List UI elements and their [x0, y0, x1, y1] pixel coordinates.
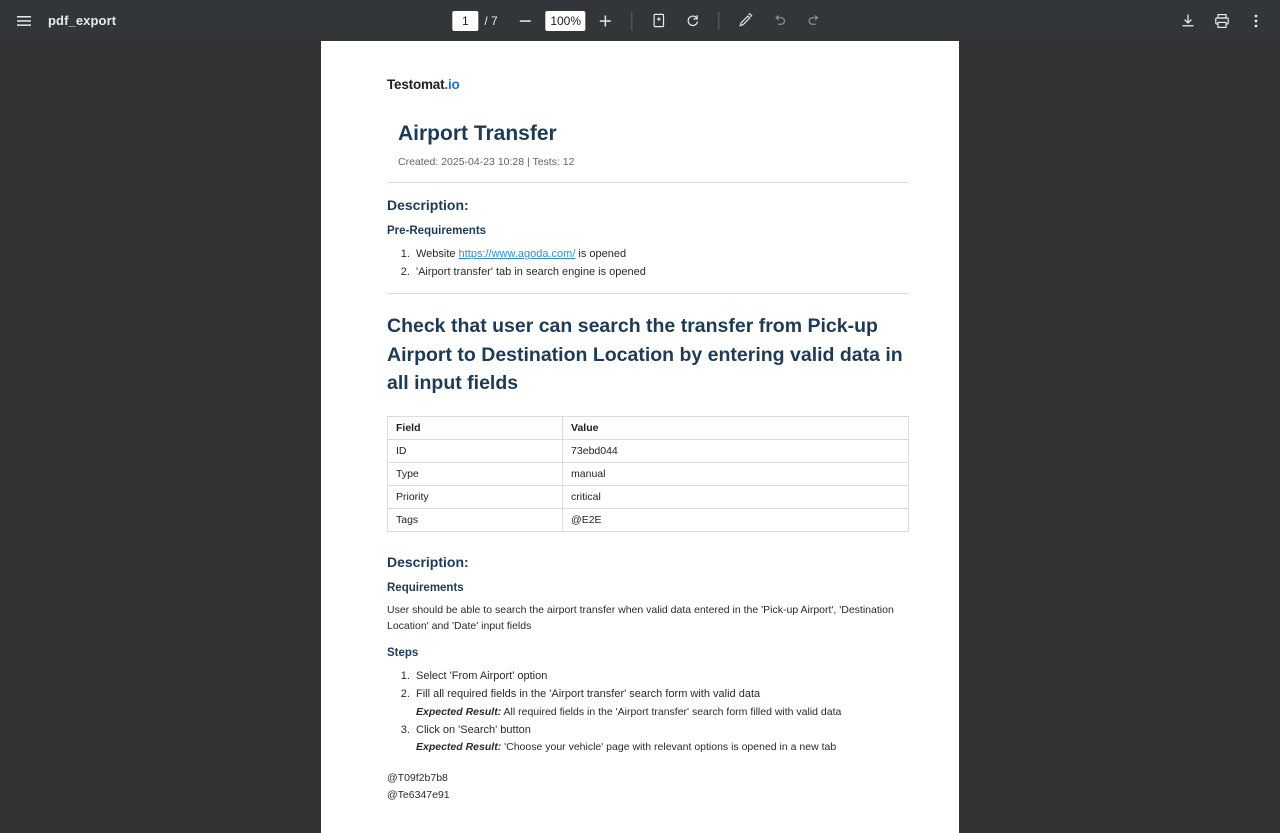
rotate-icon[interactable]	[679, 7, 707, 35]
requirements-text: User should be able to search the airport transfer when valid data entered in the 'Pick-up Airport', 'Destination Location' and 'Date' input fields	[387, 603, 894, 633]
zoom-level-input[interactable]: 100%	[546, 11, 586, 31]
column-header-value: Value	[563, 416, 909, 439]
table-row	[388, 508, 909, 531]
footer-tag: @Te6347e91	[387, 788, 450, 801]
cell-value: @E2E	[563, 508, 909, 531]
toolbar-left-group	[0, 7, 116, 35]
zoom-in-icon[interactable]	[592, 7, 620, 35]
pen-annotate-icon[interactable]	[732, 7, 760, 35]
toolbar-divider	[632, 12, 633, 30]
steps-list	[387, 667, 909, 756]
test-case-title: Check that user can search the transfer from Pick-up Airport to Destination Location by entering valid data in all input fields	[387, 315, 903, 395]
brand-suffix: .io	[444, 77, 460, 92]
steps-heading: Steps	[387, 647, 419, 660]
list-item	[413, 667, 909, 685]
fit-to-page-icon[interactable]	[645, 7, 673, 35]
footer-tag: @T09f2b7b8	[387, 772, 448, 785]
document-file-name: pdf_export	[48, 13, 117, 28]
print-icon[interactable]	[1208, 7, 1236, 35]
toolbar-divider-2	[719, 12, 720, 30]
list-item	[413, 685, 909, 720]
toolbar-right-group	[1174, 7, 1280, 35]
expected-result-label: Expected Result:	[416, 705, 502, 718]
download-icon[interactable]	[1174, 7, 1202, 35]
prereq-text-after: is opened	[575, 248, 627, 260]
page-count-label: / 7	[484, 13, 498, 28]
description-heading-2: Description:	[387, 553, 469, 570]
expected-result	[416, 739, 909, 756]
table-row	[388, 485, 909, 508]
cell-value: manual	[563, 462, 909, 485]
toolbar-center-group	[452, 7, 827, 35]
list-item	[413, 245, 909, 263]
test-details-table	[387, 416, 909, 532]
agoda-link[interactable]: https://www.agoda.com/	[458, 248, 576, 260]
divider-top	[387, 182, 909, 183]
cell-field: Type	[388, 462, 563, 485]
expected-result-label: Expected Result:	[416, 741, 502, 754]
redo-icon[interactable]	[800, 7, 828, 35]
cell-field: Tags	[388, 508, 563, 531]
more-options-icon[interactable]	[1242, 7, 1270, 35]
footer-tags	[387, 770, 909, 803]
divider-mid	[387, 293, 909, 294]
prereq-text-before: Website	[416, 248, 459, 260]
requirements-heading: Requirements	[387, 581, 464, 594]
table-header-row	[388, 416, 909, 439]
table-row	[388, 439, 909, 462]
prerequirements-heading: Pre-Requirements	[387, 225, 487, 237]
step-text: Select 'From Airport' option	[416, 670, 548, 683]
step-text: Fill all required fields in the 'Airport transfer' search form with valid data	[416, 688, 761, 701]
expected-result	[416, 704, 909, 721]
zoom-out-icon[interactable]	[512, 7, 540, 35]
list-item	[413, 721, 909, 756]
cell-value: 73ebd044	[563, 439, 909, 462]
page-scroll-area[interactable]	[0, 41, 1280, 833]
step-text: Click on 'Search' button	[416, 723, 531, 736]
expected-result-text: All required fields in the 'Airport transfer' search form filled with valid data	[501, 705, 842, 718]
brand-name: Testomat	[387, 77, 445, 92]
hamburger-menu-icon[interactable]	[10, 7, 38, 35]
cell-field: Priority	[388, 485, 563, 508]
prerequirements-list	[387, 245, 909, 281]
brand-logo	[387, 77, 909, 92]
cell-field: ID	[388, 439, 563, 462]
table-row	[388, 462, 909, 485]
page-number-input[interactable]	[452, 11, 478, 31]
description-heading: Description:	[387, 197, 469, 213]
page-title: Airport Transfer	[398, 122, 557, 145]
column-header-field: Field	[388, 416, 563, 439]
pdf-page-1	[321, 41, 959, 833]
undo-icon[interactable]	[766, 7, 794, 35]
cell-value: critical	[563, 485, 909, 508]
pdf-toolbar	[0, 0, 1280, 41]
document-meta: Created: 2025-04-23 10:28 | Tests: 12	[398, 156, 575, 168]
list-item: 2. 'Airport transfer' tab in search engine is opened	[413, 263, 909, 281]
expected-result-text: 'Choose your vehicle' page with relevant options is opened in a new tab	[501, 741, 837, 754]
